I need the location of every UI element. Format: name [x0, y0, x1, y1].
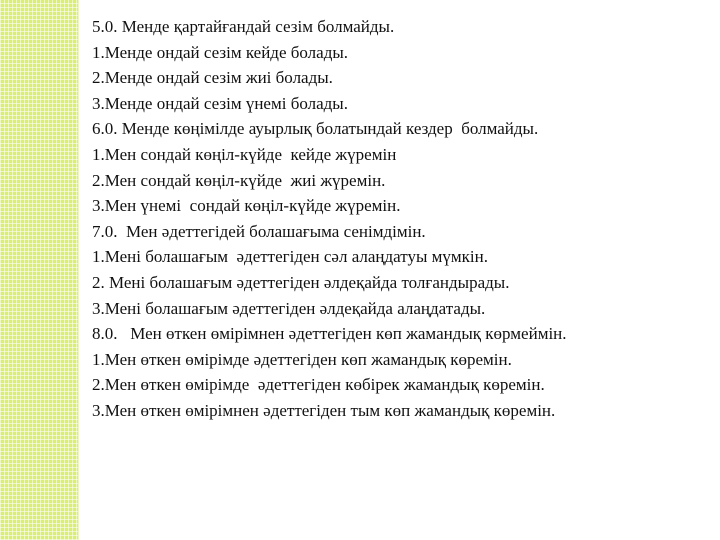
- stripe-divider: [78, 0, 79, 540]
- text-line: 7.0. Мен әдеттегідей болашағыма сенімдімін.: [92, 221, 426, 241]
- text-line: 3.Мен өткен өмірімнен әдеттегіден тым көп жамандық көремін.: [92, 400, 556, 420]
- text-line: 1.Мен өткен өмірімде әдеттегіден көп жамандық көремін.: [92, 349, 512, 369]
- text-line: 3.Мені болашағым әдеттегіден әлдеқайда алаңдатады.: [92, 298, 486, 318]
- text-line: 3.Мен үнемі сондай көңіл-күйде жүремін.: [92, 196, 401, 216]
- text-line: 1.Мен сондай көңіл-күйде кейде жүремін: [92, 144, 397, 164]
- text-line: 8.0. Мен өткен өмірімнен әдеттегіден көп жамандық көрмеймін.: [92, 324, 567, 344]
- text-line: 2.Менде ондай сезім жиі болады.: [92, 68, 333, 88]
- text-line: 3.Менде ондай сезім үнемі болады.: [92, 93, 348, 113]
- text-line: 5.0. Менде қартайғандай сезім болмайды.: [92, 17, 395, 36]
- text-line: 1.Мені болашағым әдеттегіден сәл алаңдатуы мүмкін.: [92, 247, 489, 267]
- text-line: 6.0. Менде көңімілде ауырлық болатындай кездер болмайды.: [92, 119, 539, 139]
- text-line: 1.Менде ондай сезім кейде болады.: [92, 42, 349, 62]
- text-line: 2.Мен өткен өмірімде әдеттегіден көбірек жамандық көремін.: [92, 375, 545, 395]
- decorative-side-stripe: [0, 0, 78, 540]
- slide-text-body: [92, 14, 712, 424]
- text-line: 2.Мен сондай көңіл-күйде жиі жүремін.: [92, 170, 386, 190]
- text-line: 2. Мені болашағым әдеттегіден әлдеқайда толғандырады.: [92, 272, 510, 292]
